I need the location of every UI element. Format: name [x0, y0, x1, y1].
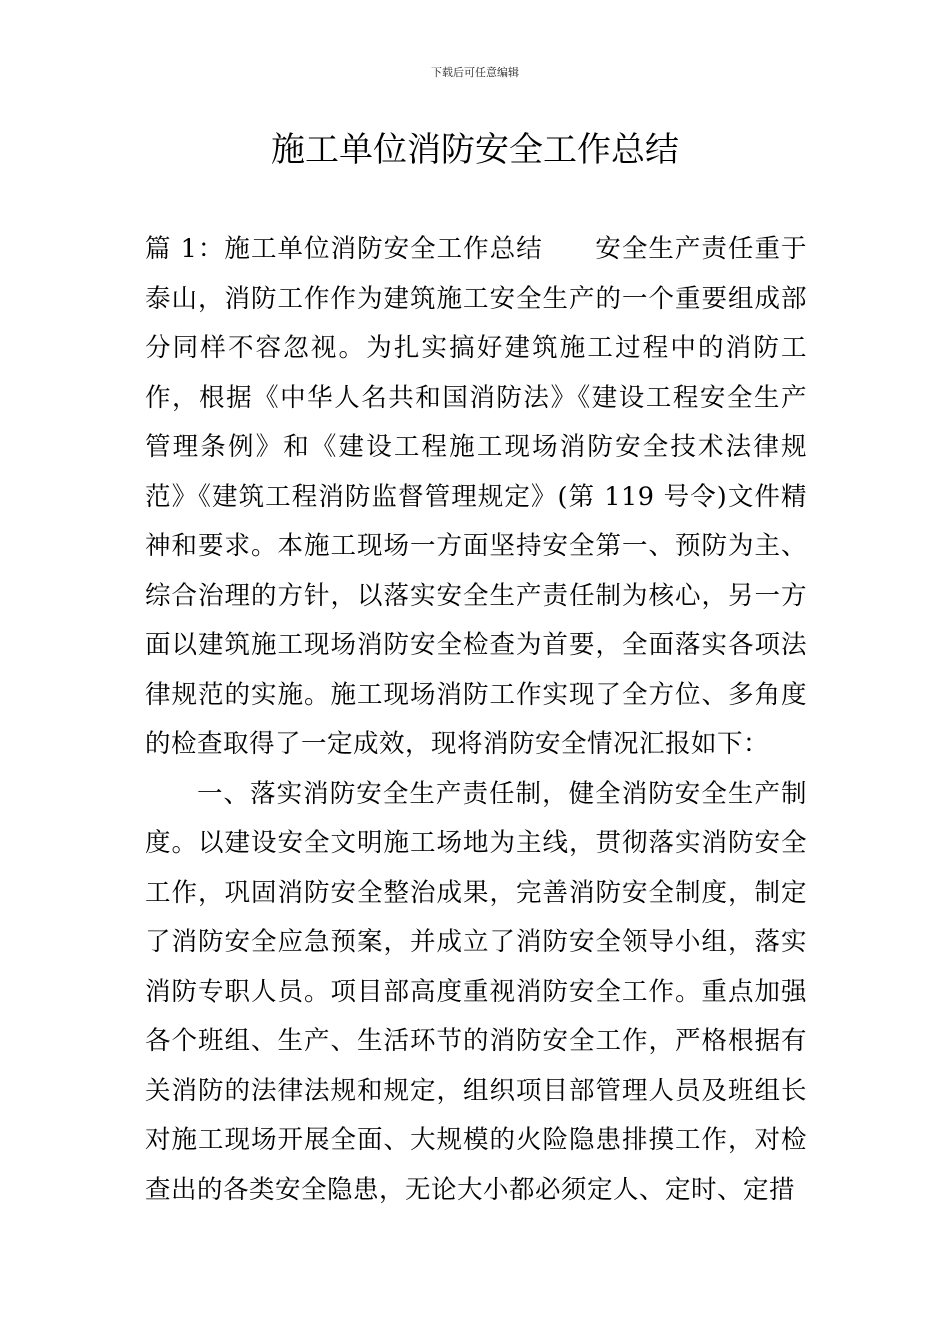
paragraph-text: 安全生产责任重于泰山，消防工作作为建筑施工安全生产的一个重要组成部分同样不容忽视。为扎实搞好建筑施工过程中的消防工作，根据《中华人名共和国消防法》《建设工程安全生产管理条例》和《建设工程施工现场消防安全技术法律规范》《建筑工程消防监督管理规定》(第 119 号令)文件精神和要求。本施工现场一方面坚持安全第一、预防为主、综合治理的方针，以落实安全生产责任制为核心，另一方面以建筑施工现场消防安全检查为首要，全面落实各项法律规范的实施。施工现场消防工作实现了全方位、多角度的检查取得了一定成效，现将消防安全情况汇报如下： — [145, 234, 807, 759]
header-note: 下载后可任意编辑 — [431, 66, 519, 79]
section-label: 篇 1：施工单位消防安全工作总结 — [145, 234, 543, 264]
paragraph-section-one: 一、落实消防安全生产责任制，健全消防安全生产制度。以建设安全文明施工场地为主线，贯彻落实消防安全工作，巩固消防安全整治成果，完善消防安全制度，制定了消防安全应急预案，并成立了消防安全领导小组，落实消防专职人员。项目部高度重视消防安全工作。重点加强各个班组、生产、生活环节的消防安全工作，严格根据有关消防的法律法规和规定，组织项目部管理人员及班组长对施工现场开展全面、大规模的火险隐患排摸工作，对检查出的各类安全隐患，无论大小都必须定人、定时、定措 — [145, 778, 807, 1205]
document-body — [145, 225, 807, 1215]
paragraph-intro — [145, 225, 807, 770]
document-title: 施工单位消防安全工作总结 — [271, 130, 679, 170]
